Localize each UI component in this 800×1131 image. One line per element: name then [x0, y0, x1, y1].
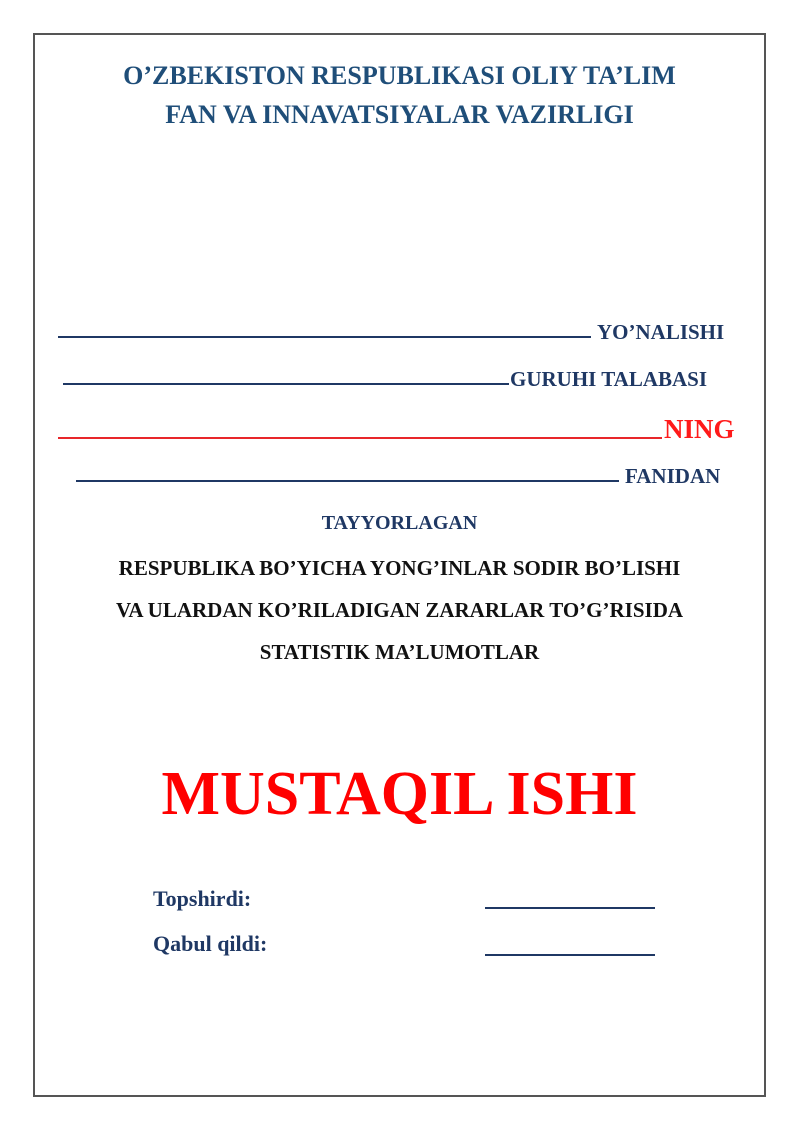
group-blank	[63, 382, 509, 385]
submitted-label: Topshirdi:	[153, 886, 252, 911]
student-name-suffix: NING	[664, 414, 735, 444]
ministry-title-line2: FAN VA INNAVATSIYALAR VAZIRLIGI	[165, 100, 634, 129]
prepared-label: TAYYORLAGAN	[321, 512, 478, 534]
ministry-title-line1: O’ZBEKISTON RESPUBLIKASI OLIY TA’LIM	[123, 61, 676, 90]
main-title: MUSTAQIL ISHI	[161, 760, 638, 828]
accepted-signature-blank	[485, 954, 655, 956]
direction-label: YO’NALISHI	[597, 320, 725, 344]
accepted-label: Qabul qildi:	[153, 931, 268, 956]
direction-blank	[58, 335, 591, 338]
student-name-fill-line	[58, 414, 735, 444]
direction-fill-line	[58, 320, 724, 344]
group-fill-line	[63, 367, 707, 391]
subject-blank	[76, 479, 619, 482]
topic-line2: VA ULARDAN KO’RILADIGAN ZARARLAR TO’G’RISIDA	[115, 598, 684, 622]
subject-label: FANIDAN	[625, 464, 721, 488]
student-name-blank	[58, 436, 662, 439]
topic-line1: RESPUBLIKA BO’YICHA YONG’INLAR SODIR BO’LISHI	[118, 556, 681, 580]
submitted-signature-blank	[485, 907, 655, 909]
subject-fill-line	[76, 464, 720, 488]
group-student-label: GURUHI TALABASI	[510, 367, 708, 391]
topic-line3: STATISTIK MA’LUMOTLAR	[259, 640, 540, 664]
